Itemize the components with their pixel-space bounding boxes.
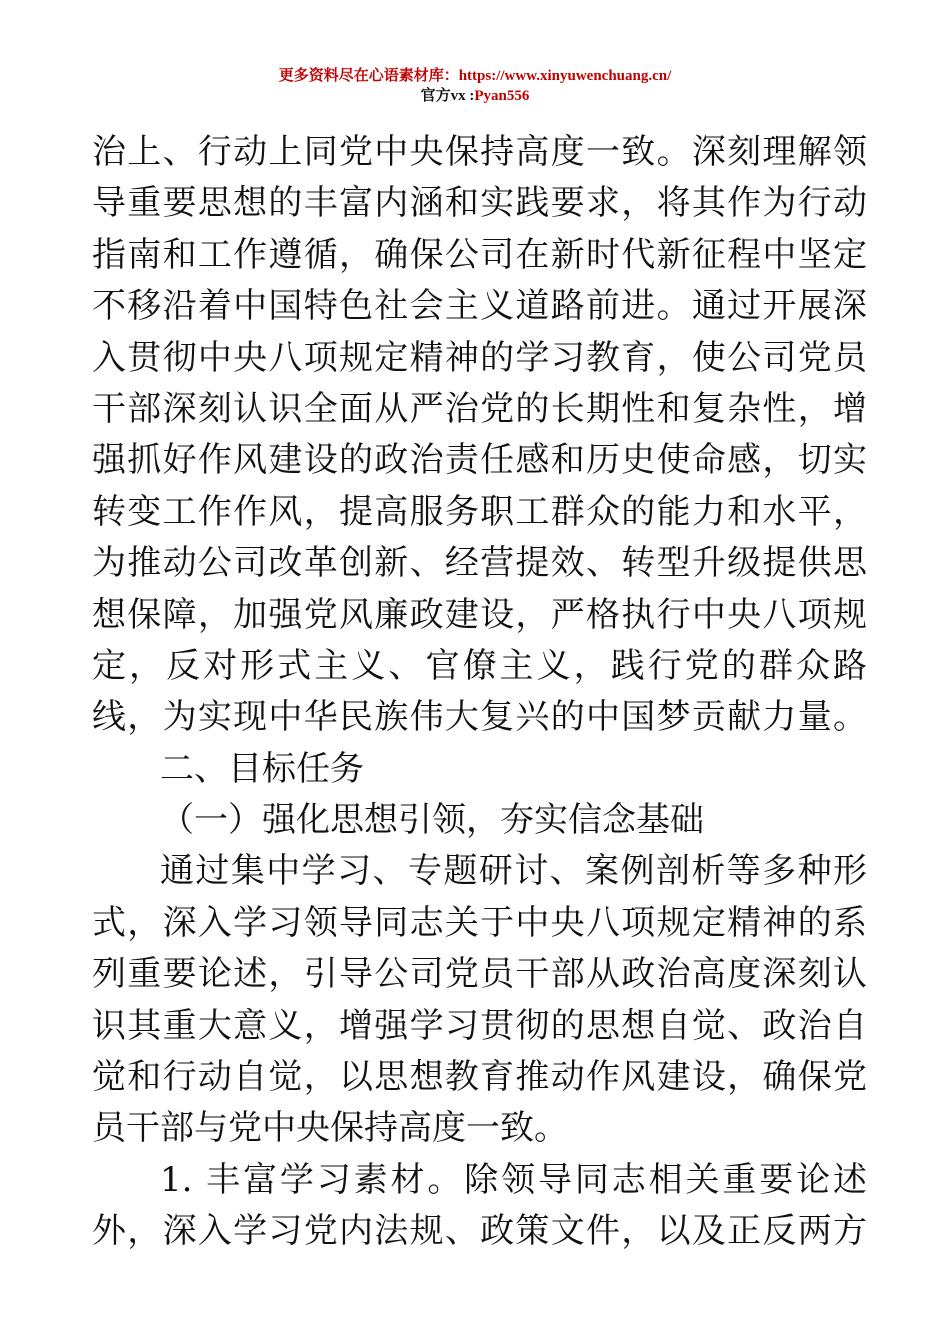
body-line: 列重要论述，引导公司党员干部从政治高度深刻认 bbox=[92, 954, 867, 995]
body-line: 通过集中学习、专题研讨、案例剖析等多种形 bbox=[160, 851, 867, 892]
body-line: 线，为实现中华民族伟大复兴的中国梦贡献力量。 bbox=[92, 697, 867, 738]
body-line: 干部深刻认识全面从严治党的长期性和复杂性，增 bbox=[92, 388, 867, 429]
section-heading: 二、目标任务 bbox=[160, 748, 364, 789]
promo-link[interactable]: https://www.xinyuwenchuang.cn/ bbox=[458, 68, 672, 84]
body-line: 治上、行动上同党中央保持高度一致。深刻理解领 bbox=[92, 132, 867, 172]
promo-text: 更多资料尽在心语素材库： bbox=[278, 68, 459, 84]
body-line: 转变工作作风，提高服务职工群众的能力和水平， bbox=[92, 491, 867, 532]
body-line: 入贯彻中央八项规定精神的学习教育，使公司党员 bbox=[92, 337, 867, 378]
body-line: 外，深入学习党内法规、政策文件，以及正反两方 bbox=[92, 1211, 867, 1252]
body-line: 导重要思想的丰富内涵和实践要求，将其作为行动 bbox=[92, 183, 867, 224]
body-line: 式，深入学习领导同志关于中央八项规定精神的系 bbox=[92, 902, 867, 943]
contact-line bbox=[0, 86, 950, 106]
body-line: 为推动公司改革创新、经营提效、转型升级提供思 bbox=[92, 543, 867, 584]
body-line: 指南和工作遵循，确保公司在新时代新征程中坚定 bbox=[92, 234, 867, 275]
body-line: 觉和行动自觉，以思想教育推动作风建设，确保党 bbox=[92, 1057, 867, 1098]
body-line: 定，反对形式主义、官僚主义，践行党的群众路 bbox=[92, 645, 867, 686]
subsection-heading: （一）强化思想引领，夯实信念基础 bbox=[160, 800, 704, 841]
promo-header bbox=[0, 66, 950, 106]
contact-id: Pyan556 bbox=[474, 88, 530, 104]
body-line: 想保障，加强党风廉政建设，严格执行中央八项规 bbox=[92, 594, 867, 635]
document-body bbox=[92, 127, 867, 1258]
body-line: 1. 丰富学习素材。除领导同志相关重要论述 bbox=[160, 1159, 867, 1200]
contact-label: 官方vx : bbox=[420, 88, 475, 104]
body-line: 强抓好作风建设的政治责任感和历史使命感，切实 bbox=[92, 440, 867, 481]
body-line: 识其重大意义，增强学习贯彻的思想自觉、政治自 bbox=[92, 1005, 867, 1046]
body-line: 员干部与党中央保持高度一致。 bbox=[92, 1108, 568, 1149]
body-line: 不移沿着中国特色社会主义道路前进。通过开展深 bbox=[92, 286, 867, 327]
promo-line bbox=[0, 66, 950, 86]
